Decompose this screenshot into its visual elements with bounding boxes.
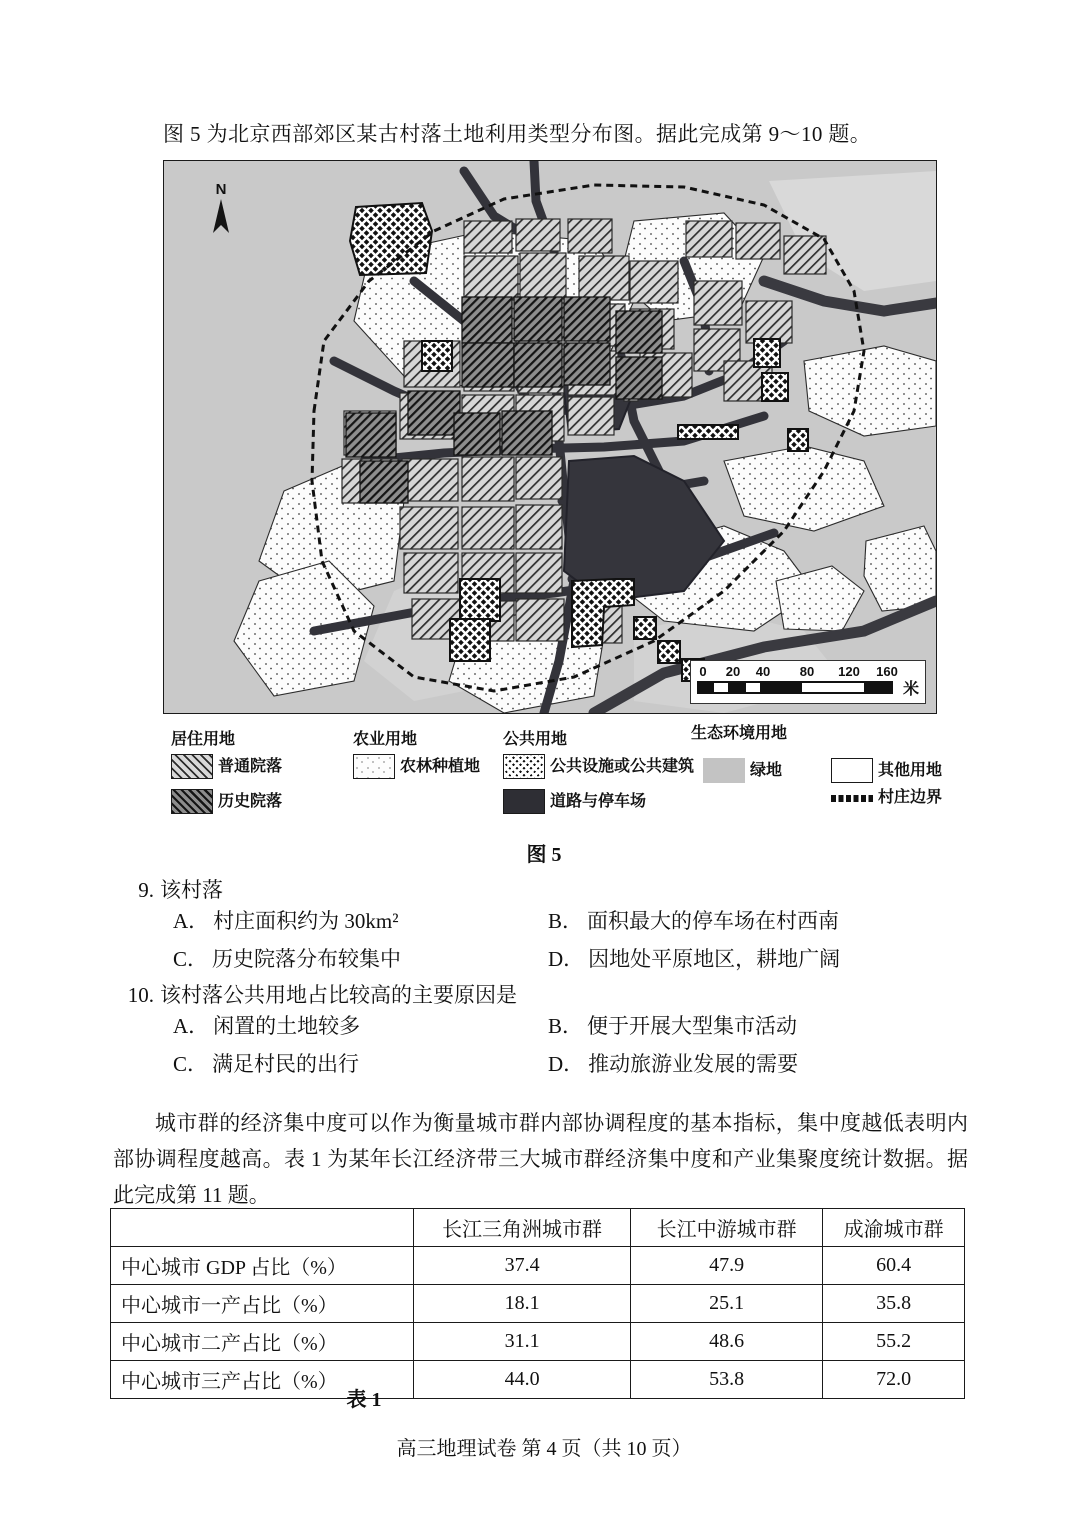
legend-group-title-public: 公共用地 xyxy=(503,731,568,748)
question-10-number: 10. xyxy=(127,983,154,1007)
map-scale-bar xyxy=(690,660,926,704)
question-10-stem-text: 该村落公共用地占比较高的主要原因是 xyxy=(160,983,517,1007)
legend-group-title-agricultural: 农业用地 xyxy=(353,731,418,748)
legend-item-other-land xyxy=(831,758,942,783)
table-cell-tertiary-delta: 44.0 xyxy=(414,1361,631,1399)
north-arrow xyxy=(204,183,238,239)
question-9 xyxy=(118,880,968,987)
legend-label-green-space: 绿地 xyxy=(750,761,783,779)
question-9-option-b[interactable] xyxy=(548,911,839,932)
question-9-option-d-text: 因地处平原地区，耕地广阔 xyxy=(588,947,841,971)
scale-tick-120: 120 xyxy=(838,664,860,679)
table-caption: 表 1 xyxy=(346,1389,382,1411)
table-header-row xyxy=(111,1209,965,1247)
question-9-option-a-key: A． xyxy=(173,909,210,933)
scale-tick-40: 40 xyxy=(755,664,771,679)
table-cell-secondary-chengyu: 55.2 xyxy=(823,1323,965,1361)
page-footer: 高三地理试卷 第 4 页（共 10 页） xyxy=(396,1438,692,1460)
village-boundary-swatch-icon xyxy=(831,795,873,802)
legend-item-ordinary-courtyard xyxy=(171,754,282,779)
table-cell-tertiary-chengyu: 72.0 xyxy=(823,1361,965,1399)
table-cell-tertiary-middle: 53.8 xyxy=(631,1361,823,1399)
scale-unit-label: 米 xyxy=(902,681,919,698)
question-11-intro-paragraph: 城市群的经济集中度可以作为衡量城市群内部协调程度的基本指标，集中度越低表明内部协调程度越高。表 1 为某年长江经济带三大城市群经济集中度和产业集聚度统计数据。据此完成第 11 题。 xyxy=(113,1111,968,1207)
legend-label-farm-forest: 农林种植地 xyxy=(400,757,481,775)
table-header-middle-yangtze: 长江中游城市群 xyxy=(631,1209,823,1247)
question-10-option-b-text: 便于开展大型集市活动 xyxy=(587,1014,798,1038)
scale-tick-0: 0 xyxy=(699,664,707,679)
legend-label-village-boundary: 村庄边界 xyxy=(878,789,943,806)
table-row xyxy=(111,1285,965,1323)
question-9-number: 9. xyxy=(138,878,154,902)
table-cell-gdp-delta: 37.4 xyxy=(414,1247,631,1285)
scale-bar-graphic xyxy=(697,681,893,694)
farm-forest-swatch-icon xyxy=(353,754,395,779)
ordinary-courtyard-swatch-icon xyxy=(171,754,213,779)
table-row-label-gdp: 中心城市 GDP 占比（%） xyxy=(111,1247,414,1285)
question-10-option-a[interactable] xyxy=(173,1016,360,1037)
question-9-stem xyxy=(118,880,968,901)
question-10-option-b[interactable] xyxy=(548,1016,797,1037)
table-cell-primary-middle: 25.1 xyxy=(631,1285,823,1323)
question-9-option-c-text: 历史院落分布较集中 xyxy=(212,947,402,971)
table-row-label-primary: 中心城市一产占比（%） xyxy=(111,1285,414,1323)
table-header-yangtze-delta: 长江三角洲城市群 xyxy=(414,1209,631,1247)
public-facility-swatch-icon xyxy=(503,754,545,779)
legend-item-public-facility xyxy=(503,754,694,779)
question-9-stem-text: 该村落 xyxy=(160,878,223,902)
question-9-option-d-key: D． xyxy=(548,947,585,971)
statistics-table-wrapper xyxy=(110,1208,965,1399)
question-10-option-d[interactable] xyxy=(548,1054,798,1075)
compass-needle-icon xyxy=(212,197,230,235)
question-9-option-b-text: 面积最大的停车场在村西南 xyxy=(587,909,840,933)
legend-item-road-parking xyxy=(503,789,646,814)
village-land-use-map xyxy=(164,161,936,713)
question-9-option-b-key: B． xyxy=(548,909,584,933)
table-cell-gdp-middle: 47.9 xyxy=(631,1247,823,1285)
question-10-option-c-text: 满足村民的出行 xyxy=(212,1052,360,1076)
table-cell-primary-delta: 18.1 xyxy=(414,1285,631,1323)
table-header-blank xyxy=(111,1209,414,1247)
map-legend xyxy=(163,726,953,832)
question-10-option-c[interactable] xyxy=(173,1054,359,1075)
legend-item-historic-courtyard xyxy=(171,789,282,814)
scale-tick-160: 160 xyxy=(876,664,898,679)
table-cell-secondary-middle: 48.6 xyxy=(631,1323,823,1361)
other-land-swatch-icon xyxy=(831,758,873,783)
table-row-label-tertiary: 中心城市三产占比（%） xyxy=(111,1361,414,1399)
scale-tick-20: 20 xyxy=(725,664,741,679)
table-row xyxy=(111,1247,965,1285)
legend-item-village-boundary xyxy=(831,790,942,806)
scale-tick-80: 80 xyxy=(799,664,815,679)
table-cell-primary-chengyu: 35.8 xyxy=(823,1285,965,1323)
legend-label-public-facility: 公共设施或公共建筑 xyxy=(550,757,695,775)
table-row-label-secondary: 中心城市二产占比（%） xyxy=(111,1323,414,1361)
land-use-map-figure xyxy=(163,160,937,714)
legend-label-other-land: 其他用地 xyxy=(878,761,943,779)
question-9-options-row-1 xyxy=(118,911,968,949)
legend-group-title-residential: 居住用地 xyxy=(171,731,236,748)
question-10-option-c-key: C． xyxy=(173,1052,209,1076)
question-10-option-d-key: D． xyxy=(548,1052,585,1076)
legend-item-farm-forest xyxy=(353,754,480,779)
figure-intro-text: 图 5 为北京西部郊区某古村落土地利用类型分布图。据此完成第 9～10 题。 xyxy=(163,122,872,146)
question-10-options-row-2 xyxy=(118,1054,968,1092)
question-10-stem xyxy=(118,985,968,1006)
question-9-option-d[interactable] xyxy=(548,949,840,970)
table-header-chengyu: 成渝城市群 xyxy=(823,1209,965,1247)
legend-label-ordinary-courtyard: 普通院落 xyxy=(218,757,283,775)
question-9-option-c[interactable] xyxy=(173,949,401,970)
table-caption-wrapper xyxy=(0,1383,1088,1412)
table-cell-secondary-delta: 31.1 xyxy=(414,1323,631,1361)
north-label: N xyxy=(215,181,227,198)
legend-label-road-parking: 道路与停车场 xyxy=(550,792,647,810)
question-9-option-a-text: 村庄面积约为 30km² xyxy=(213,909,399,933)
scale-tick-labels xyxy=(697,664,921,681)
table-row xyxy=(111,1323,965,1361)
historic-courtyard-swatch-icon xyxy=(171,789,213,814)
statistics-table xyxy=(110,1208,965,1399)
question-10-option-d-text: 推动旅游业发展的需要 xyxy=(588,1052,799,1076)
legend-group-title-ecological: 生态环境用地 xyxy=(691,725,788,742)
question-10-option-b-key: B． xyxy=(548,1014,584,1038)
question-10-option-a-key: A． xyxy=(173,1014,210,1038)
question-10-option-a-text: 闲置的土地较多 xyxy=(213,1014,361,1038)
table-cell-gdp-chengyu: 60.4 xyxy=(823,1247,965,1285)
figure-caption: 图 5 xyxy=(526,844,562,866)
question-10 xyxy=(118,985,968,1092)
question-10-options-row-1 xyxy=(118,1016,968,1054)
green-space-swatch-icon xyxy=(703,758,745,783)
question-9-option-a[interactable] xyxy=(173,911,399,932)
legend-item-green-space xyxy=(703,758,782,783)
question-9-option-c-key: C． xyxy=(173,947,209,971)
legend-label-historic-courtyard: 历史院落 xyxy=(218,792,283,810)
road-parking-swatch-icon xyxy=(503,789,545,814)
question-9-options-row-2 xyxy=(118,949,968,987)
